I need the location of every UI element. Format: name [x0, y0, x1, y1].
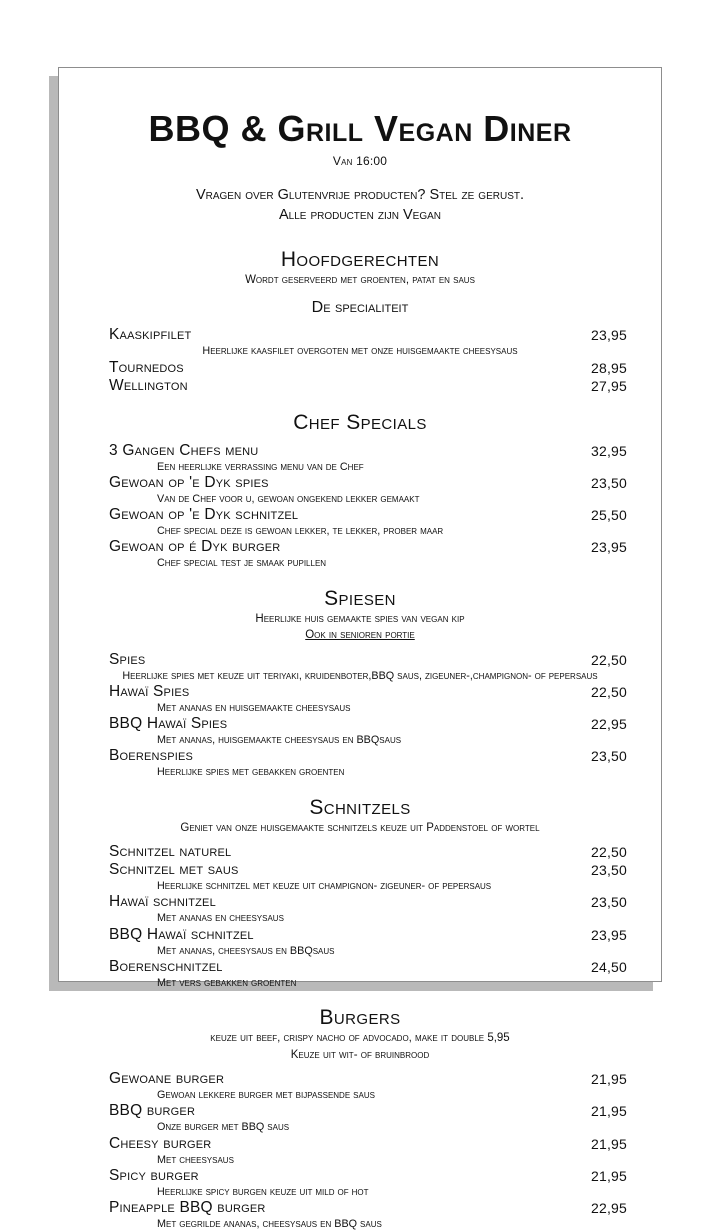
menu-item — [109, 326, 628, 344]
menu-item-price: 23,95 — [591, 327, 628, 344]
menu-item — [109, 473, 628, 492]
menu-item-name: 3 Gangen Chefs menu — [109, 441, 259, 459]
menu-item-name: Cheesy burger — [109, 1134, 212, 1152]
menu-item — [109, 441, 628, 460]
menu-item — [109, 1102, 628, 1120]
section-heading: Chef Specials — [293, 410, 427, 434]
menu-item-description: Heerlijke spies met gebakken groenten — [157, 766, 345, 779]
menu-section-burgers — [109, 1006, 628, 1231]
menu-item — [109, 925, 628, 944]
section-heading: Spiesen — [324, 586, 396, 610]
menu-item-description: Een heerlijke verrassing menu van de Chef — [157, 460, 364, 473]
menu-section-schnitzels — [109, 795, 628, 991]
menu-section-hoofdgerechten — [109, 247, 628, 395]
menu-item-description: Onze burger met BBQ saus — [157, 1121, 290, 1134]
allergen-notice-line-1: Vragen over Glutenvrije producten? Stel ze gerust. — [195, 186, 525, 203]
menu-item-price: 23,95 — [591, 539, 628, 556]
menu-section-spiesen — [109, 586, 628, 780]
menu-item-description: Chef special test je smaak pupillen — [157, 557, 327, 570]
menu-item-price: 24,50 — [591, 958, 628, 975]
menu-item-list — [109, 650, 628, 780]
menu-item-description: Met gegrilde ananas, cheesysaus en BBQ saus — [157, 1218, 382, 1231]
menu-item-name: Pineapple BBQ burger — [109, 1199, 266, 1217]
menu-item — [109, 957, 628, 976]
menu-item-price: 23,50 — [591, 474, 628, 491]
menu-item-description: Met ananas en huisgemaakte cheesysaus — [157, 701, 351, 714]
section-note-secondary: Ook in senioren portie — [305, 629, 415, 642]
menu-item-price: 22,95 — [591, 1200, 628, 1217]
menu-item — [109, 715, 628, 733]
menu-item-price: 22,95 — [591, 716, 628, 733]
menu-item-description: Heerlijke kaasfilet overgoten met onze huisgemaakte cheesysaus — [202, 345, 518, 358]
section-note: Wordt geserveerd met groenten, patat en saus — [245, 273, 475, 286]
menu-item-description: Met ananas, huisgemaakte cheesysaus en BBQsaus — [157, 734, 402, 747]
menu-item-name: Gewoan op 'e Dyk schnitzel — [109, 506, 299, 524]
menu-item-price: 22,50 — [591, 683, 628, 700]
menu-item-price: 23,95 — [591, 926, 628, 943]
menu-item — [109, 843, 628, 861]
menu-item-price: 22,50 — [591, 651, 628, 668]
menu-item — [109, 682, 628, 701]
menu-item-description: Heerlijke spies met keuze uit teriyaki, kruidenboter,BBQ saus, zigeuner-,champignon- of pepersaus — [122, 669, 598, 682]
menu-item — [109, 893, 628, 911]
section-note: keuze uit beef, crispy nacho of advocado, make it double 5,95 — [210, 1032, 510, 1045]
allergen-notice-line-2: Alle producten zijn Vegan — [278, 206, 441, 223]
menu-item-list — [109, 1070, 628, 1231]
menu-item — [109, 861, 628, 879]
menu-item-description: Heerlijke schnitzel met keuze uit champignon- zigeuner- of pepersaus — [157, 880, 492, 893]
menu-item-name: BBQ Hawaï schnitzel — [109, 925, 254, 943]
menu-item-description: Heerlijke spicy burgen keuze uit mild of hot — [157, 1185, 369, 1198]
menu-item-name: Wellington — [109, 376, 188, 394]
menu-item-name: Tournedos — [109, 358, 184, 376]
menu-item-name: Schnitzel naturel — [109, 843, 232, 861]
menu-item-price: 32,95 — [591, 442, 628, 459]
menu-item — [109, 1070, 628, 1088]
menu-item-name: Gewoan op é Dyk burger — [109, 538, 281, 556]
menu-item-price: 27,95 — [591, 377, 628, 394]
menu-item-price: 21,95 — [591, 1167, 628, 1184]
allergen-notice — [109, 185, 611, 225]
menu-item — [109, 358, 628, 377]
menu-item-name: Spies — [109, 650, 146, 668]
menu-item — [109, 650, 628, 669]
menu-item-name: BBQ Hawaï Spies — [109, 715, 228, 733]
section-note-secondary: Keuze uit wit- of bruinbrood — [290, 1048, 430, 1061]
menu-item-list — [109, 843, 628, 990]
menu-item-list — [109, 441, 628, 571]
menu-item — [109, 506, 628, 524]
menu-item-price: 25,50 — [591, 507, 628, 524]
menu-item — [109, 747, 628, 765]
section-heading: Schnitzels — [309, 795, 411, 819]
menu-item-name: Kaaskipfilet — [109, 326, 192, 344]
menu-item — [109, 376, 628, 395]
menu-item-description: Met vers gebakken groenten — [157, 976, 297, 989]
menu-item-list — [109, 326, 628, 394]
menu-item-name: Gewoane burger — [109, 1070, 225, 1088]
menu-item-price: 21,95 — [591, 1135, 628, 1152]
section-heading: Burgers — [319, 1006, 401, 1030]
menu-item-description: Chef special deze is gewoan lekker, te lekker, prober maar — [157, 525, 444, 538]
menu-section-chef-specials — [109, 410, 628, 571]
section-heading: Hoofdgerechten — [280, 247, 440, 271]
menu-item-description: Met ananas, cheesysaus en BBQsaus — [157, 944, 335, 957]
menu-item — [109, 1199, 628, 1217]
menu-item-name: Boerenschnitzel — [109, 957, 223, 975]
menu-sections — [109, 247, 628, 1231]
menu-item-name: Schnitzel met saus — [109, 861, 239, 879]
menu-item-name: Boerenspies — [109, 747, 194, 765]
section-note: Heerlijke huis gemaakte spies van vegan kip — [255, 612, 465, 625]
menu-item-price: 22,50 — [591, 844, 628, 861]
menu-page — [58, 67, 662, 1231]
menu-item-name: Spicy burger — [109, 1166, 199, 1184]
menu-item-description: Van de Chef voor u, gewoan ongekend lekker gemaakt — [157, 492, 420, 505]
opening-time: Van 16:00 — [332, 153, 388, 168]
menu-item-description: Met cheesysaus — [157, 1153, 234, 1166]
menu-item-price: 21,95 — [591, 1103, 628, 1120]
menu-item-description: Met ananas en cheesysaus — [157, 912, 284, 925]
menu-item-name: BBQ burger — [109, 1102, 196, 1120]
menu-item — [109, 538, 628, 556]
page-sheet — [58, 67, 662, 1231]
menu-item-price: 28,95 — [591, 359, 628, 376]
menu-item-price: 23,50 — [591, 862, 628, 879]
menu-item — [109, 1134, 628, 1153]
menu-item-price: 23,50 — [591, 748, 628, 765]
menu-item-name: Hawaï schnitzel — [109, 893, 216, 911]
page-title: BBQ & Grill Vegan Diner — [148, 108, 572, 149]
menu-item-name: Gewoan op 'e Dyk spies — [109, 473, 269, 491]
menu-item-name: Hawaï Spies — [109, 682, 190, 700]
section-note: Geniet van onze huisgemaakte schnitzels keuze uit Paddenstoel of wortel — [180, 821, 540, 834]
menu-item-description: Gewoan lekkere burger met bijpassende saus — [157, 1089, 375, 1102]
page-content — [59, 68, 661, 1231]
section-subheading: De specialiteit — [311, 299, 409, 317]
menu-item-price: 21,95 — [591, 1071, 628, 1088]
menu-item — [109, 1166, 628, 1185]
menu-item-price: 23,50 — [591, 894, 628, 911]
